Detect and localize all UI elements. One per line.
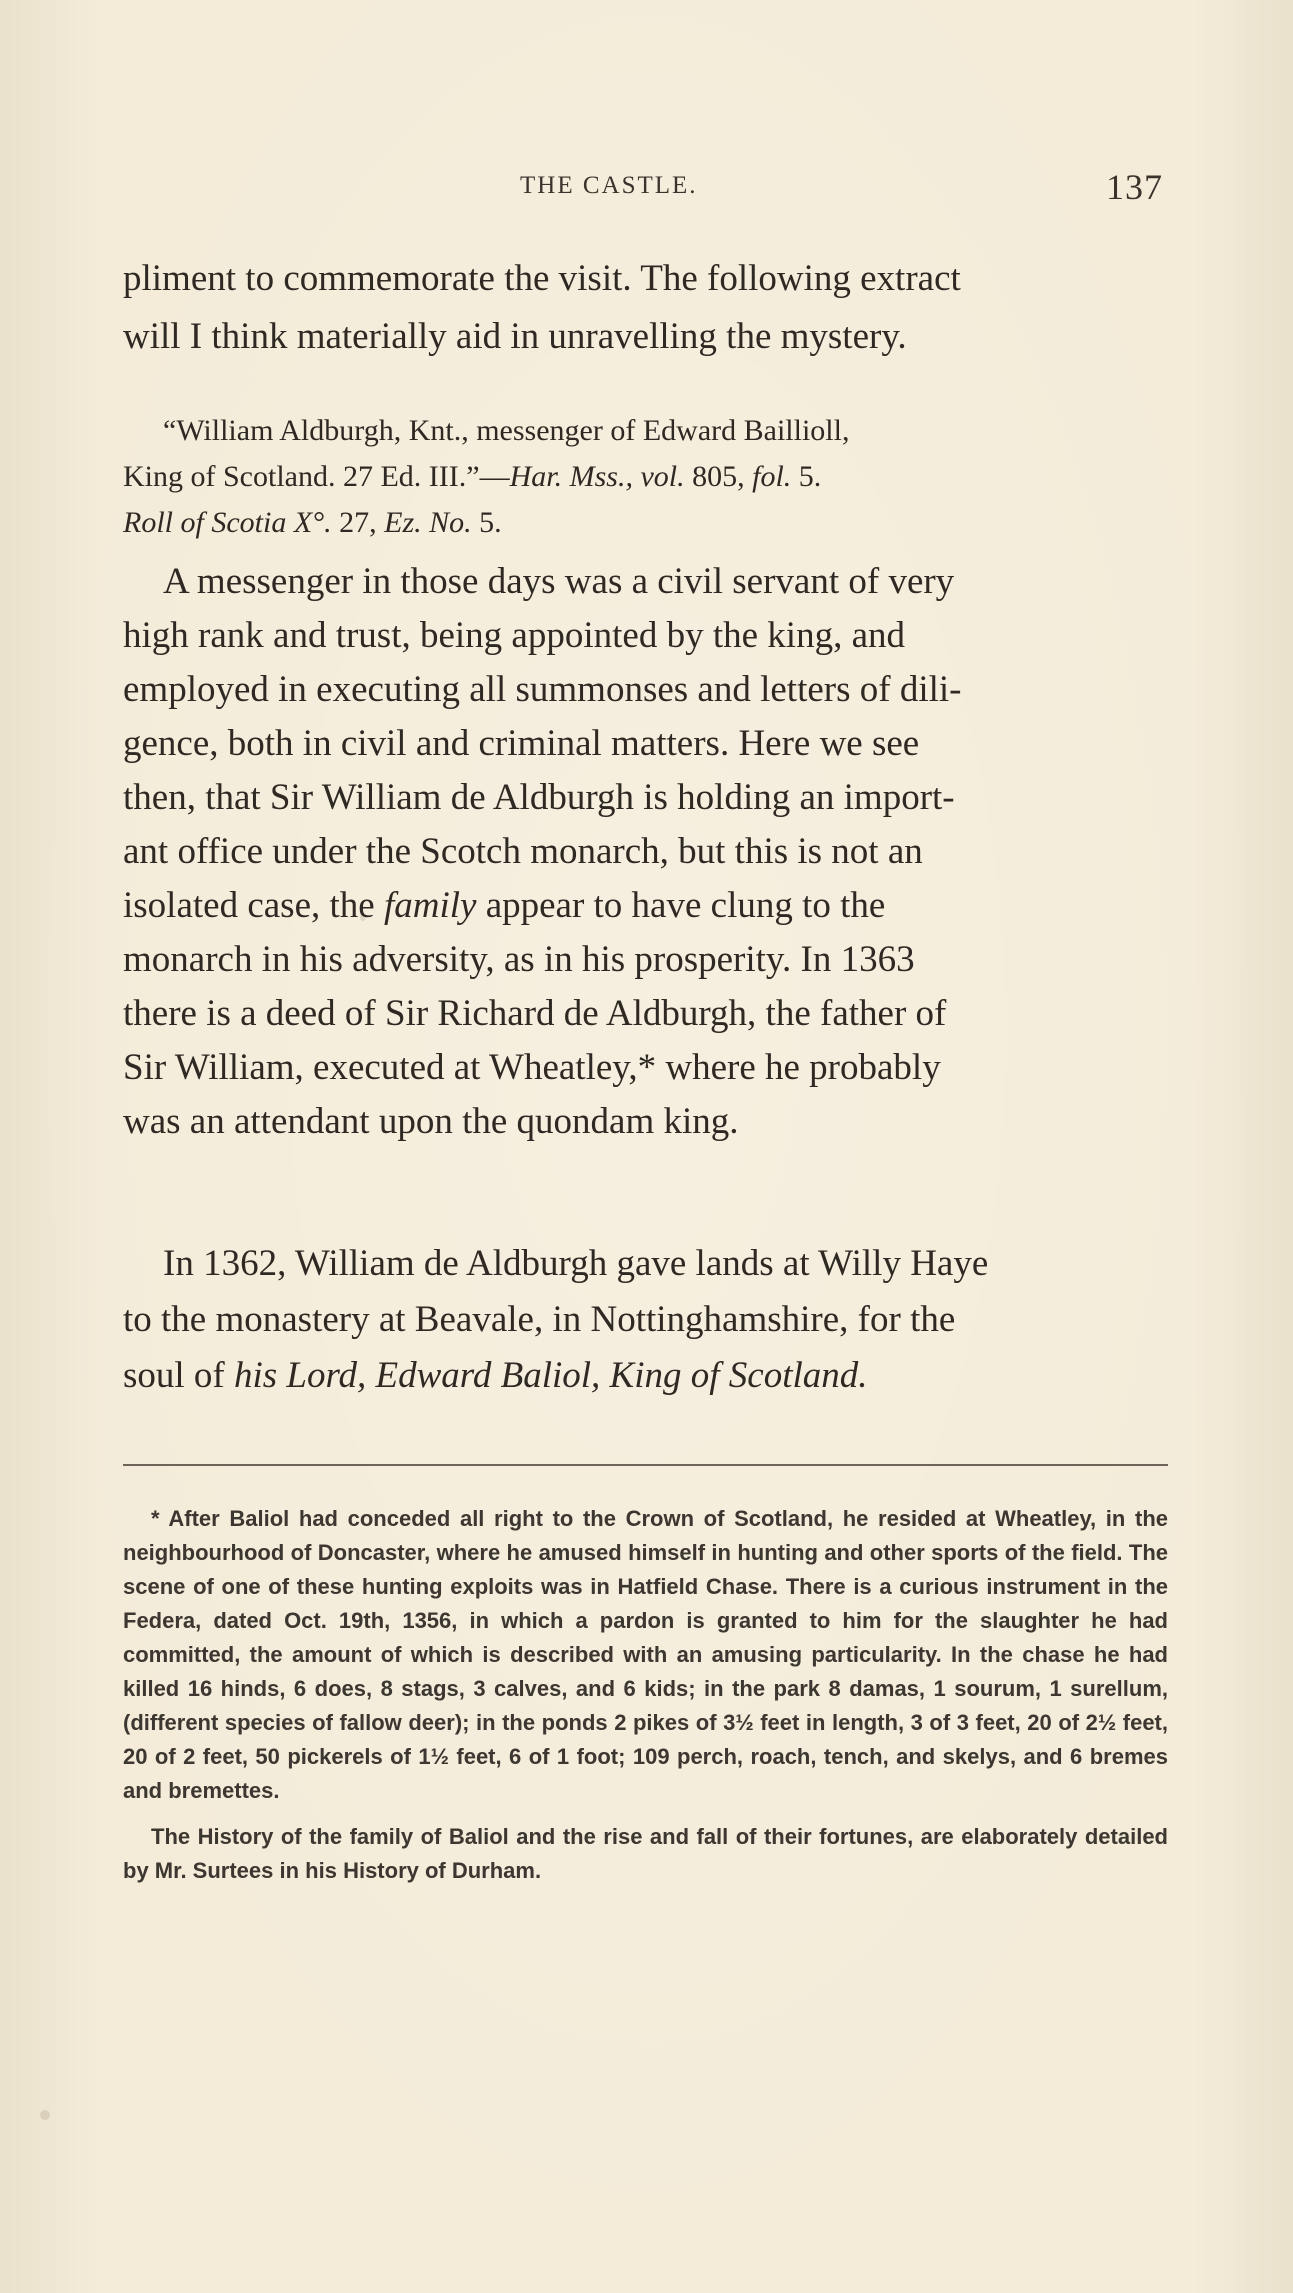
text-line	[123, 1348, 1168, 1404]
quote-text: 805,	[684, 460, 753, 493]
citation-italic: fol.	[752, 460, 792, 493]
footnote	[123, 1502, 1168, 1888]
text-line: to the monastery at Beavale, in Nottinghamshire, for the	[123, 1299, 956, 1340]
quote-line: “William Aldburgh, Knt., messenger of Edward Baillioll,	[163, 414, 850, 447]
text-line	[123, 879, 1168, 933]
paragraph-messenger	[123, 555, 1168, 1149]
emphasis-italic: family	[383, 885, 477, 926]
text-line: then, that Sir William de Aldburgh is holding an import-	[123, 777, 955, 818]
quote-text: King of Scotland. 27 Ed. III.”—	[123, 460, 510, 493]
text-line: ant office under the Scotch monarch, but this is not an	[123, 831, 923, 872]
emphasis-italic: his Lord, Edward Baliol, King of Scotland.	[234, 1355, 868, 1396]
text-line: Sir William, executed at Wheatley,* where he probably	[123, 1047, 941, 1088]
footnote-rule	[123, 1464, 1168, 1466]
text-line: A messenger in those days was a civil servant of very	[163, 561, 955, 602]
footnote-paragraph: The History of the family of Baliol and the rise and fall of their fortunes, are elaborately detailed by Mr. Surtees in his History of Durham.	[123, 1824, 1168, 1883]
quote-line	[123, 454, 1168, 500]
citation-italic: Har. Mss., vol.	[509, 460, 685, 493]
text-line: pliment to commemorate the visit. The following extract	[123, 258, 961, 299]
text-run: appear to have clung to the	[476, 885, 886, 926]
footnote-paragraph: * After Baliol had conceded all right to the Crown of Scotland, he resided at Wheatley, in the neighbourhood of Doncaster, where he amused himself in hunting and other sports of the field. The scene of one of these hunting exploits was in Hatfield Chase. There is a curious instrument in the Federa, dated Oct. 19th, 1356, in which a pardon is granted to him for the slaughter he had committed, the amount of which is described with an amusing particularity. In the chase he had killed 16 hinds, 6 does, 8 stags, 3 calves, and 6 kids; in the park 8 damas, 1 sourum, 1 surellum, (different species of fallow deer); in the ponds 2 pikes of 3½ feet in length, 3 of 3 feet, 20 of 2½ feet, 20 of 2 feet, 50 pickerels of 1½ feet, 6 of 1 foot; 109 perch, roach, tench, and skelys, and 6 bremes and bremettes.	[123, 1506, 1168, 1803]
citation-italic: Ez. No.	[384, 506, 472, 539]
quote-text: 27,	[331, 506, 385, 539]
page-number: 137	[1106, 167, 1163, 207]
quote-line	[123, 500, 1168, 546]
quote-text: 5.	[791, 460, 822, 493]
paragraph-continuation	[123, 250, 1168, 366]
running-title: THE CASTLE.	[520, 172, 698, 199]
text-line: there is a deed of Sir Richard de Aldburgh, the father of	[123, 993, 947, 1034]
running-head	[0, 167, 1293, 212]
text-run: soul of	[123, 1355, 234, 1396]
text-line: high rank and trust, being appointed by the king, and	[123, 615, 905, 656]
print-speck	[40, 2110, 50, 2120]
text-line: was an attendant upon the quondam king.	[123, 1101, 739, 1142]
print-speck	[360, 913, 366, 921]
quote-text: 5.	[471, 506, 502, 539]
citation-italic: Roll of Scotia X°.	[123, 506, 332, 539]
text-line: will I think materially aid in unravelling the mystery.	[123, 316, 907, 357]
text-run: isolated case, the	[123, 885, 384, 926]
paragraph-lands	[123, 1236, 1168, 1404]
text-line: gence, both in civil and criminal matters. Here we see	[123, 723, 920, 764]
text-line: employed in executing all summonses and letters of dili-	[123, 669, 962, 710]
text-line: monarch in his adversity, as in his prosperity. In 1363	[123, 939, 915, 980]
text-line: In 1362, William de Aldburgh gave lands at Willy Haye	[163, 1243, 989, 1284]
quotation	[123, 408, 1168, 546]
